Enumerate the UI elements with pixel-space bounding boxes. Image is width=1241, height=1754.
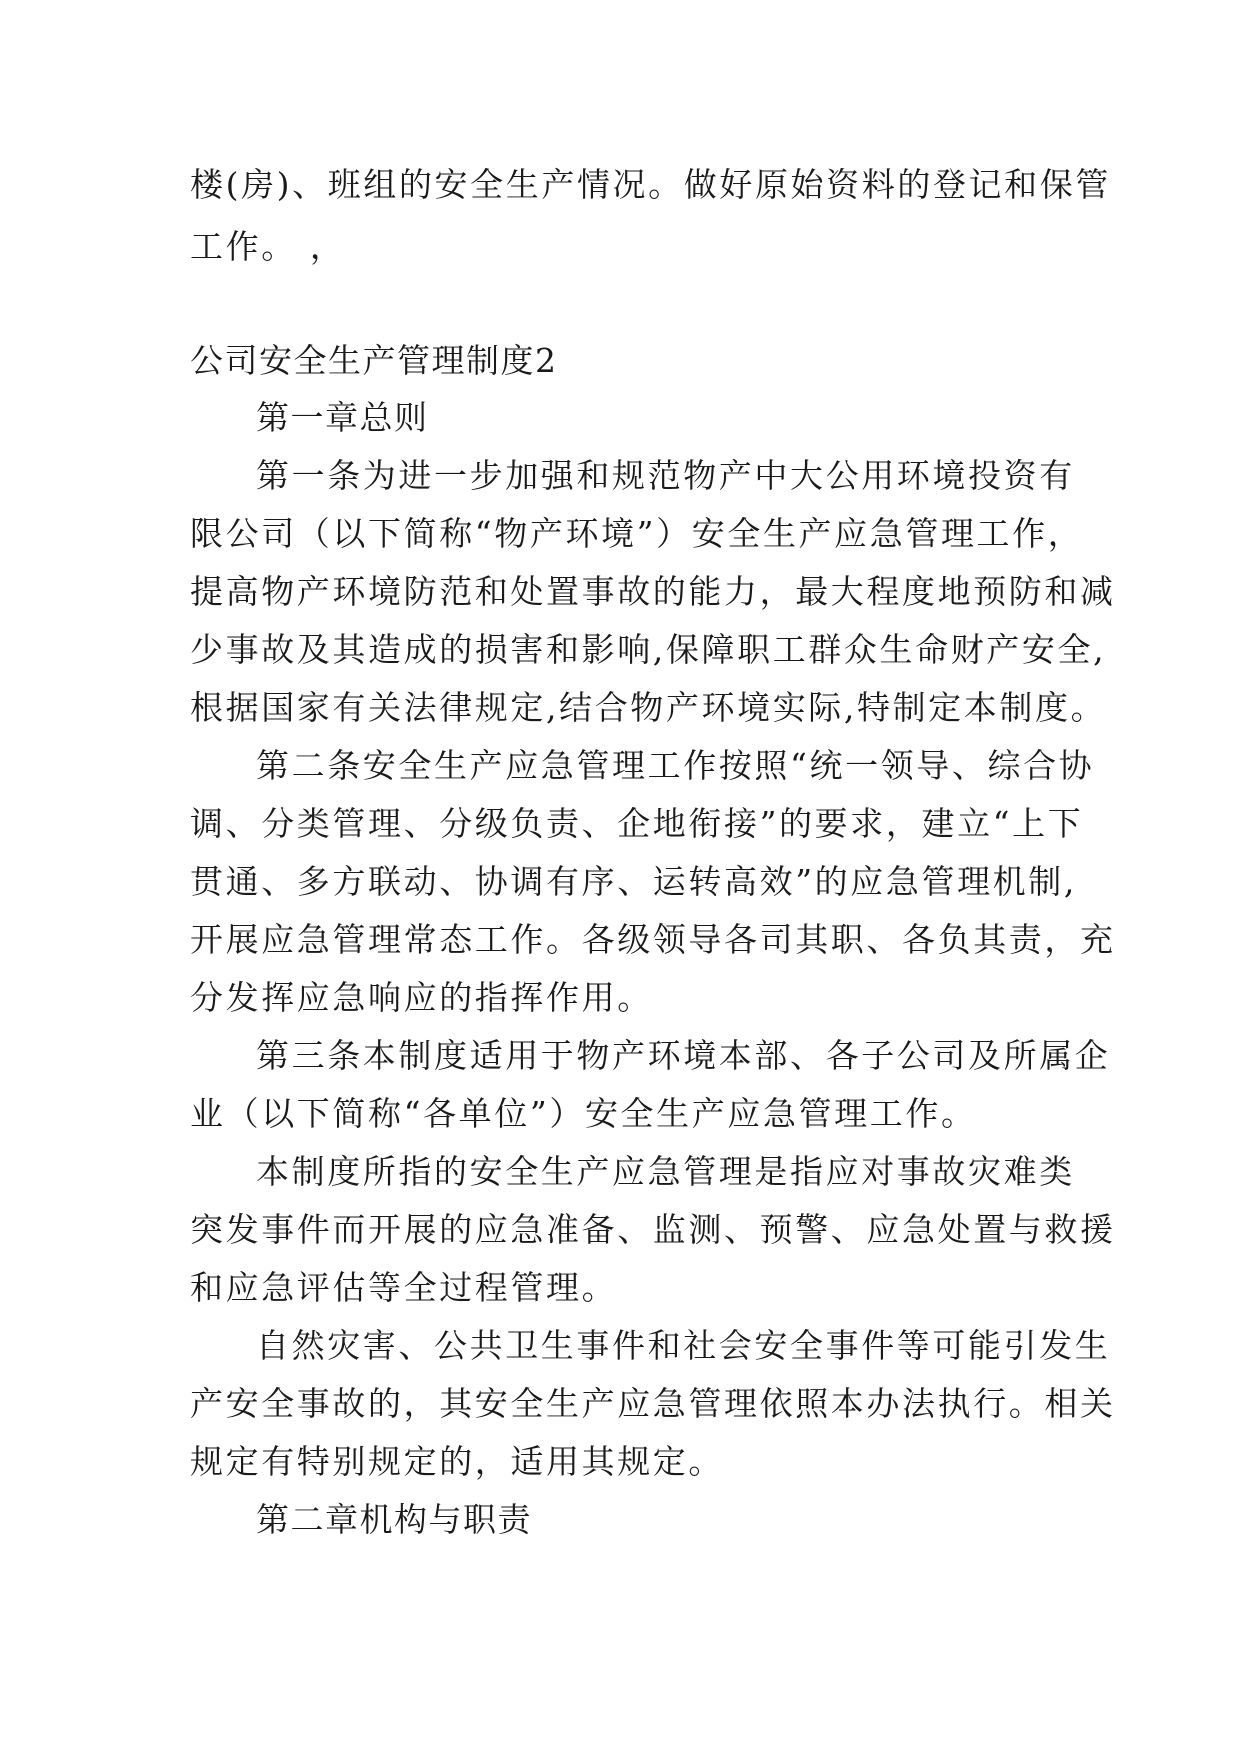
section-title: 公司安全生产管理制度2 xyxy=(190,341,558,380)
paragraph-line: 调、分类管理、分级负责、企地衔接”的要求，建立“上下 xyxy=(190,804,1084,843)
paragraph-line: 限公司（以下简称“物产环境”）安全生产应急管理工作， xyxy=(190,514,1084,553)
paragraph-line: 贯通、多方联动、协调有序、运转高效”的应急管理机制, xyxy=(190,862,1077,901)
paragraph-line: 突发事件而开展的应急准备、监测、预警、应急处置与救援 xyxy=(190,1210,1116,1249)
paragraph-line: 自然灾害、公共卫生事件和社会安全事件等可能引发生 xyxy=(256,1326,1111,1365)
paragraph-line: 第一条为进一步加强和规范物产中大公用环境投资有 xyxy=(256,456,1075,495)
paragraph-line: 本制度所指的安全生产应急管理是指应对事故灾难类 xyxy=(256,1152,1075,1191)
paragraph-line: 根据国家有关法律规定,结合物产环境实际,特制定本制度。 xyxy=(190,688,1107,727)
paragraph-line: 提高物产环境防范和处置事故的能力，最大程度地预防和减 xyxy=(190,572,1116,611)
paragraph-line: 产安全事故的，其安全生产应急管理依照本办法执行。相关 xyxy=(190,1384,1116,1423)
paragraph-line: 业（以下简称“各单位”）安全生产应急管理工作。 xyxy=(190,1094,977,1133)
chapter-heading: 第二章机构与职责 xyxy=(256,1500,532,1539)
paragraph-line: 少事故及其造成的损害和影响,保障职工群众生命财产安全, xyxy=(190,630,1107,669)
chapter-heading: 第一章总则 xyxy=(256,398,429,437)
paragraph-line: 和应急评估等全过程管理。 xyxy=(190,1268,618,1307)
paragraph-line: 楼(房)、班组的安全生产情况。做好原始资料的登记和保管 xyxy=(190,165,1111,204)
paragraph-line: 规定有特别规定的，适用其规定。 xyxy=(190,1442,724,1481)
paragraph-line: 第二条安全生产应急管理工作按照“统一领导、综合协 xyxy=(256,746,1095,785)
paragraph-line: 工作。 ， xyxy=(190,227,346,266)
paragraph-line: 第三条本制度适用于物产环境本部、各子公司及所属企 xyxy=(256,1036,1111,1075)
paragraph-line: 开展应急管理常态工作。各级领导各司其职、各负其责，充 xyxy=(190,920,1116,959)
paragraph-line: 分发挥应急响应的指挥作用。 xyxy=(190,978,653,1017)
